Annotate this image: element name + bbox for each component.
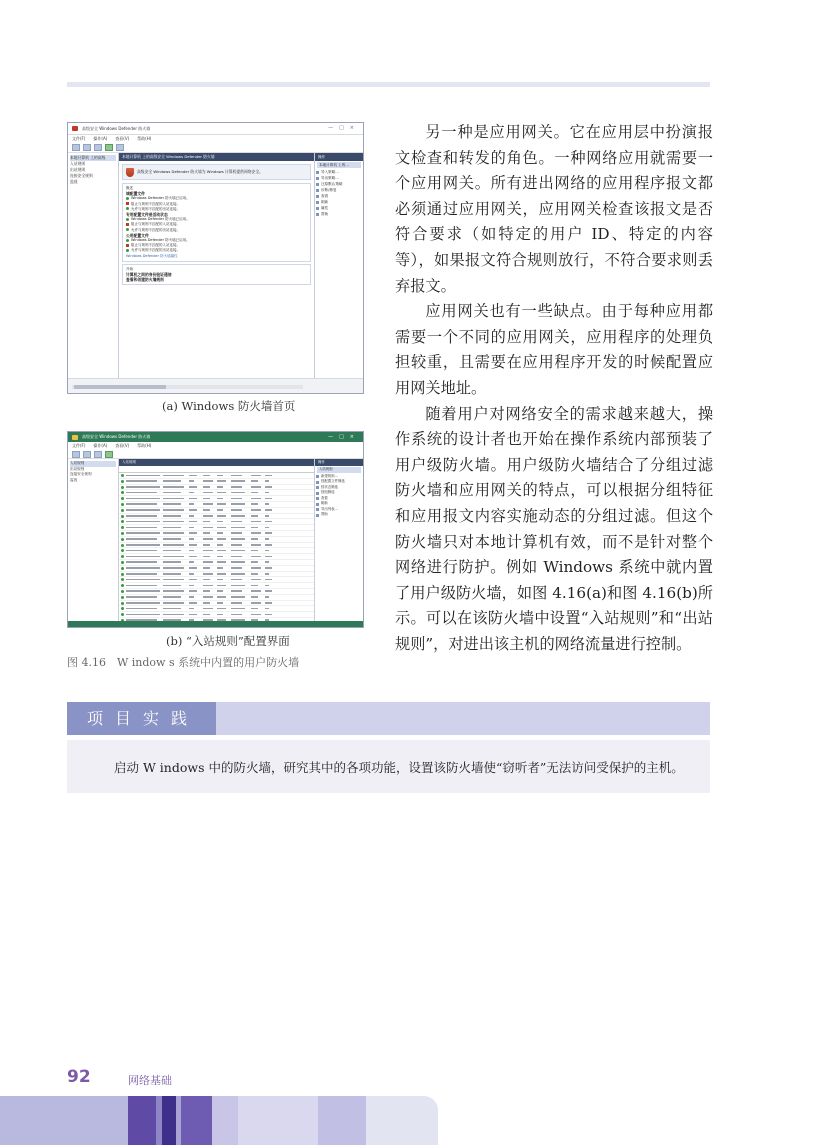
- rules-grid-columns: [119, 466, 314, 473]
- book-title: 网络基础: [128, 1074, 172, 1087]
- navigation-tree: [68, 459, 119, 621]
- footer-band: [0, 1096, 438, 1145]
- menu-view: 查看(V): [115, 443, 130, 448]
- menu-help: 帮助(H): [137, 443, 152, 448]
- private-profile-item: 允许与规则不匹配的出站连接。: [126, 228, 307, 233]
- rule-enabled-icon: [121, 555, 124, 558]
- actions-header: 操作: [315, 153, 363, 161]
- check-icon: [126, 218, 129, 221]
- tree-item-outbound: 出站规则: [70, 466, 85, 471]
- status-bar: [68, 621, 363, 627]
- action-filter-profile[interactable]: 按配置文件筛选: [315, 479, 363, 485]
- menu-file: 文件(F): [72, 443, 86, 448]
- action-refresh[interactable]: 刷新: [315, 199, 363, 205]
- rule-enabled-icon: [121, 544, 124, 547]
- private-profile-item: Windows Defender 防火墙已启用。: [126, 217, 307, 222]
- rule-enabled-icon: [121, 497, 124, 500]
- actions-pane: [315, 459, 363, 621]
- menu-bar: [68, 442, 363, 450]
- rule-enabled-icon: [121, 607, 124, 610]
- rule-enabled-icon: [121, 515, 124, 518]
- back-icon: [72, 451, 80, 458]
- check-icon: [126, 207, 129, 210]
- paragraph-3: 随着用户对网络安全的需求越来越大，操作系统的设计者也开始在操作系统内部预装了用户级防火墙。用户级防火墙结合了分组过滤防火墙和应用网关的特点，可以根据分组特征和应用报文内容实施动态的分组过滤。但这个防火墙只对本地计算机有效，而不是针对整个网络进行防护。例如 Windows 系统中就内置了用户级防火墙，如图 4.16(a)和图 4.16(b)所示。可以在该防火墙中设置“入站规则”和“出站规则”，对进出该主机的网络流量进行控制。: [395, 404, 713, 653]
- private-profile-title: 专用配置文件是活动状态: [126, 212, 168, 218]
- action-export-list[interactable]: 导出列表...: [315, 507, 363, 513]
- firewall-app-icon: [72, 435, 78, 440]
- block-icon: [126, 244, 129, 247]
- rule-enabled-icon: [121, 480, 124, 483]
- help-icon: [105, 144, 113, 151]
- up-icon: [94, 451, 102, 458]
- rules-grid: [119, 459, 315, 621]
- caption-a: (a) Windows 防火墙首页: [162, 399, 296, 413]
- tree-item-monitor: 监视: [70, 477, 78, 482]
- paragraph-1: 另一种是应用网关。它在应用层中扮演报文检查和转发的角色。一种网络应用就需要一个应用网关。所有进出网络的应用程序报文都必须通过应用网关，应用网关检查该报文是否符合要求（如特定的用户 ID、特定的内容等），如果报文符合规则放行，不符合要求则丢弃报文。: [395, 123, 713, 295]
- menu-action: 操作(A): [93, 136, 108, 141]
- menu-action: 操作(A): [93, 443, 108, 448]
- tree-item-inbound: 入站规则: [70, 461, 116, 467]
- page-number: 92: [67, 1067, 91, 1087]
- overview-box: [122, 183, 311, 262]
- rule-enabled-icon: [121, 584, 124, 587]
- rules-grid-header: 入站规则: [119, 459, 314, 466]
- figure-b-screenshot: [67, 431, 364, 628]
- forward-icon: [83, 144, 91, 151]
- action-diagnose[interactable]: 诊断/修复: [315, 187, 363, 193]
- forward-icon: [83, 451, 91, 458]
- horizontal-scrollbar: [72, 385, 303, 389]
- tree-item-outbound: 出站规则: [70, 167, 86, 172]
- main-pane: [119, 153, 315, 379]
- rule-enabled-icon: [121, 602, 124, 605]
- action-import[interactable]: 导入策略...: [315, 169, 363, 175]
- paragraph-2: 应用网关也有一些缺点。由于每种应用都需要一个不同的应用网关，应用程序的处理负担较重，且需要在应用程序开发的时候配置应用网关地址。: [395, 302, 713, 397]
- section-text: 启动 W indows 中的防火墙，研究其中的各项功能，设置该防火墙使“窃听者”无法访问受保护的主机。: [114, 760, 684, 775]
- rule-enabled-icon: [121, 509, 124, 512]
- intro-banner: [122, 164, 311, 180]
- window-controls-icon: —□×: [328, 434, 360, 440]
- start-title: 开始: [126, 266, 133, 271]
- rule-enabled-icon: [121, 491, 124, 494]
- view-icon: [116, 144, 124, 151]
- rules-title: 查看和创建防火墙规则: [126, 277, 164, 283]
- action-new-rule[interactable]: 新建规则...: [315, 474, 363, 480]
- rule-enabled-icon: [121, 526, 124, 529]
- rule-enabled-icon: [121, 474, 124, 477]
- caption-b: (b) “入站规则”配置界面: [166, 634, 290, 648]
- check-icon: [126, 197, 129, 200]
- public-profile-title: 公用配置文件: [126, 232, 149, 238]
- figure-a-screenshot: [67, 122, 364, 394]
- rule-enabled-icon: [121, 596, 124, 599]
- menu-file: 文件(F): [72, 136, 86, 141]
- tree-item-inbound: 入站规则: [70, 161, 86, 166]
- window-controls-icon: —□×: [328, 125, 360, 131]
- domain-profile-item: Windows Defender 防火墙已启用。: [126, 196, 307, 201]
- block-icon: [126, 202, 129, 205]
- status-bar: [68, 378, 363, 393]
- tree-item-monitor: 监视: [70, 179, 78, 184]
- action-filter-state[interactable]: 按状态筛选: [315, 485, 363, 491]
- actions-selected: 入站规则: [317, 467, 361, 473]
- main-pane-header: 本地计算机 上的高级安全 Windows Defender 防火墙: [119, 153, 314, 161]
- rule-enabled-icon: [121, 503, 124, 506]
- section-title: 项目实践: [67, 702, 216, 735]
- properties-link[interactable]: Windows Defender 防火墙属性: [126, 253, 178, 258]
- navigation-tree: [68, 153, 119, 379]
- overview-title: 概述: [126, 186, 133, 190]
- actions-selected: 本地计算机 上的...: [317, 162, 361, 168]
- toolbar: [68, 450, 363, 459]
- actions-header: 操作: [315, 459, 363, 466]
- action-properties[interactable]: 属性: [315, 205, 363, 211]
- rule-enabled-icon: [121, 613, 124, 616]
- action-view[interactable]: 查看: [315, 193, 363, 199]
- tree-item-connection: 连接安全规则: [70, 173, 93, 178]
- domain-profile-item: 阻止与规则不匹配的入站连接。: [126, 202, 307, 207]
- up-icon: [94, 144, 102, 151]
- rule-enabled-icon: [121, 538, 124, 541]
- auth-title: 计算机之间的身份验证通信: [126, 272, 172, 278]
- action-export[interactable]: 导出策略...: [315, 175, 363, 181]
- window-title: 高级安全 Windows Defender 防火墙: [82, 126, 151, 131]
- actions-pane: [315, 153, 363, 379]
- action-filter-group[interactable]: 按组筛选: [315, 490, 363, 496]
- rule-enabled-icon: [121, 520, 124, 523]
- figure-caption: 图 4.16 W indow s 系统中内置的用户防火墙: [67, 656, 300, 669]
- rule-enabled-icon: [121, 590, 124, 593]
- rule-enabled-icon: [121, 578, 124, 581]
- rule-enabled-icon: [121, 532, 124, 535]
- rule-enabled-icon: [121, 549, 124, 552]
- start-box: [122, 264, 311, 286]
- intro-text: 高级安全 Windows Defender 防火墙为 Windows 计算机提供网络安全。: [137, 169, 263, 174]
- back-icon: [72, 144, 80, 151]
- help-icon: [105, 451, 113, 458]
- menu-view: 查看(V): [115, 136, 130, 141]
- action-view[interactable]: 查看: [315, 496, 363, 502]
- menu-help: 帮助(H): [137, 136, 152, 141]
- rule-enabled-icon: [121, 486, 124, 489]
- window-title-bar: [68, 432, 363, 442]
- public-profile-item: 允许与规则不匹配的出站连接。: [126, 248, 307, 253]
- body-text: [395, 120, 713, 657]
- menu-bar: [68, 135, 363, 143]
- block-icon: [126, 223, 129, 226]
- domain-profile-title: 域配置文件: [126, 191, 145, 197]
- rule-enabled-icon: [121, 561, 124, 564]
- private-profile-item: 阻止与规则不匹配的入站连接。: [126, 222, 307, 227]
- window-title-bar: [68, 123, 363, 135]
- rule-enabled-icon: [121, 573, 124, 576]
- tree-item-connection: 连接安全规则: [70, 472, 92, 476]
- public-profile-item: Windows Defender 防火墙已启用。: [126, 238, 307, 243]
- toolbar: [68, 143, 363, 153]
- firewall-app-icon: [72, 126, 78, 131]
- check-icon: [126, 239, 129, 242]
- check-icon: [126, 249, 129, 252]
- tree-item-local: 本地计算机 上的高级: [70, 155, 116, 161]
- top-rule: [67, 82, 710, 87]
- check-icon: [126, 228, 129, 231]
- action-restore[interactable]: 还原默认策略: [315, 181, 363, 187]
- shield-icon: [126, 168, 134, 177]
- public-profile-item: 阻止与规则不匹配的入站连接。: [126, 243, 307, 248]
- domain-profile-item: 允许与规则不匹配的出站连接。: [126, 207, 307, 212]
- action-help[interactable]: 帮助: [315, 211, 363, 217]
- action-refresh[interactable]: 刷新: [315, 501, 363, 507]
- window-title: 高级安全 Windows Defender 防火墙: [82, 434, 151, 439]
- action-help[interactable]: 帮助: [315, 512, 363, 518]
- rule-enabled-icon: [121, 567, 124, 570]
